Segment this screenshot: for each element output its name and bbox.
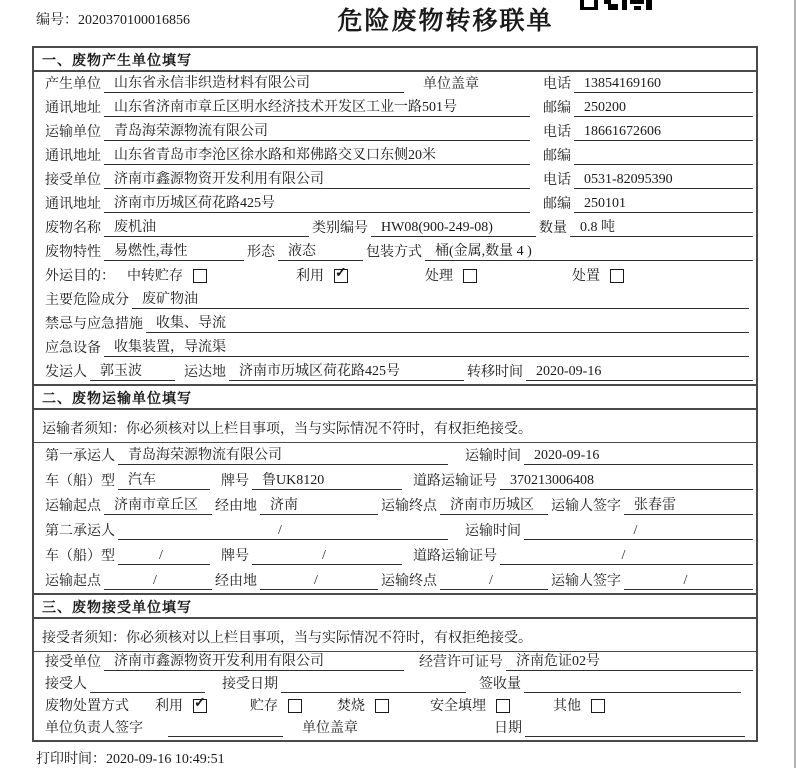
- second-via-value: /: [260, 573, 378, 590]
- zip-label: 邮编: [543, 101, 571, 116]
- first-plate-value: 鲁UK8120: [252, 469, 402, 490]
- unit-seal-label: 单位盖章: [302, 721, 358, 736]
- option-disposal-incinerate: [334, 695, 389, 715]
- endpoint-label: 运输终点: [381, 574, 437, 589]
- option-disposal-utilize: [152, 695, 207, 715]
- traits-label: 废物特性: [45, 245, 101, 260]
- quantity-label: 数量: [539, 221, 567, 236]
- second-vehicle-value: /: [118, 548, 210, 565]
- transporter-phone-group: [540, 121, 753, 141]
- section3-heading: 三、废物接受单位填写: [34, 595, 756, 619]
- row-first-vehicle: [34, 468, 756, 493]
- option-disposal-other-label: 其他: [553, 699, 581, 714]
- seal-date-value: [525, 720, 745, 737]
- transit-storage-checkbox: [193, 269, 207, 283]
- first-endpoint-value: 济南市历城区: [440, 494, 548, 515]
- equipment-value: 收集装置，导流渠: [104, 336, 749, 357]
- receiving-date-value: [281, 676, 466, 693]
- second-origin-value: /: [104, 573, 212, 590]
- category-value: HW08(900-249-08): [371, 220, 536, 237]
- option-dispose: [569, 265, 624, 285]
- second-transport-time-value: /: [524, 523, 753, 540]
- option-disposal-landfill: [427, 695, 510, 715]
- section-producer: [34, 48, 756, 384]
- hazard-label: 主要危险成分: [45, 293, 129, 308]
- transporter-value: 青岛海荣源物流有限公司: [104, 120, 530, 141]
- second-carrier-value: /: [118, 523, 448, 540]
- dispose-checkbox: [610, 269, 624, 283]
- receiver-phone-group: [540, 169, 753, 189]
- shipper-label: 发运人: [45, 365, 87, 380]
- row-shipper: [34, 360, 756, 384]
- disposal-utilize-checkbox: [193, 699, 207, 713]
- option-utilize-label: 利用: [296, 269, 324, 284]
- via-label: 经由地: [215, 574, 257, 589]
- receiver-label: 接受单位: [45, 173, 101, 188]
- zip-label: 邮编: [543, 197, 571, 212]
- category-label: 类别编号: [312, 221, 368, 236]
- via-label: 经由地: [215, 499, 257, 514]
- second-plate-value: /: [252, 548, 402, 565]
- carrier-sign-label: 运输人签字: [551, 574, 621, 589]
- first-transport-time-value: 2020-09-16: [524, 448, 753, 465]
- first-carrier-label: 第一承运人: [45, 449, 115, 464]
- transfer-time-value: 2020-09-16: [526, 364, 753, 381]
- disposal-incinerate-checkbox: [375, 699, 389, 713]
- packing-label: 包装方式: [366, 245, 422, 260]
- serial-label: 编号：: [36, 13, 78, 28]
- producer-zip-group: [540, 97, 753, 117]
- disposal-store-checkbox: [288, 699, 302, 713]
- producer-value: 山东省永信非织造材料有限公司: [104, 72, 404, 93]
- row-producer-address: [34, 96, 756, 120]
- receiving-person-value: [90, 676, 205, 693]
- section2-heading: 二、废物运输单位填写: [34, 386, 756, 410]
- print-time: 打印时间：2020-09-16 10:49:51: [36, 752, 225, 767]
- receiving-date-label: 接受日期: [222, 677, 278, 692]
- manager-sign-value: [168, 720, 283, 737]
- section1-heading: 一、废物产生单位填写: [34, 48, 756, 72]
- taboo-value: 收集、导流: [146, 312, 749, 333]
- row-producer: [34, 72, 756, 96]
- first-via-value: 济南: [260, 494, 378, 515]
- row-first-route: [34, 493, 756, 518]
- license-label: 经营许可证号: [419, 655, 503, 670]
- carrier-sign-label: 运输人签字: [551, 499, 621, 514]
- purpose-label: 外运目的：: [45, 269, 115, 284]
- receiving-person-label: 接受人: [45, 677, 87, 692]
- road-permit-label: 道路运输证号: [413, 549, 497, 564]
- phone-label: 电话: [543, 77, 571, 92]
- license-value: 济南危证02号: [506, 650, 753, 671]
- first-origin-value: 济南市章丘区: [104, 494, 212, 515]
- second-endpoint-value: /: [440, 573, 548, 590]
- phone-label: 电话: [543, 125, 571, 140]
- receiver-notice: 接受者须知：你必须核对以上栏目事项，当与实际情况不符时，有权拒绝接受。: [34, 619, 756, 652]
- row-second-vehicle: [34, 543, 756, 568]
- row-waste-name: [34, 216, 756, 240]
- row-receiving-person: [34, 674, 756, 696]
- transporter-phone-value: 18661672606: [574, 124, 753, 141]
- row-transporter-address: [34, 144, 756, 168]
- receiving-unit-label: 接受单位: [45, 655, 101, 670]
- endpoint-label: 运输终点: [381, 499, 437, 514]
- quantity-value: 0.8 吨: [570, 216, 753, 237]
- transport-time-label: 运输时间: [465, 449, 521, 464]
- zip-label: 邮编: [543, 149, 571, 164]
- packing-value: 桶(金属,数量 4 ): [425, 240, 753, 261]
- address-label: 通讯地址: [45, 101, 101, 116]
- section-receiver: [34, 593, 756, 740]
- row-disposal-method: [34, 696, 756, 718]
- receiver-address-value: 济南市历城区荷花路425号: [104, 192, 530, 213]
- qr-code-fragment: [580, 0, 652, 10]
- utilize-checkbox: [334, 269, 348, 283]
- row-receiver: [34, 168, 756, 192]
- row-second-carrier: [34, 518, 756, 543]
- transporter-notice: 运输者须知：你必须核对以上栏目事项，当与实际情况不符时，有权拒绝接受。: [34, 410, 756, 443]
- option-disposal-utilize-label: 利用: [155, 699, 183, 714]
- plate-label: 牌号: [221, 474, 249, 489]
- option-dispose-label: 处置: [572, 269, 600, 284]
- page-title: 危险废物转移联单: [337, 8, 554, 35]
- receiver-phone-value: 0531-82095390: [574, 172, 753, 189]
- first-vehicle-value: 汽车: [118, 469, 210, 490]
- phone-label: 电话: [543, 173, 571, 188]
- receiving-unit-value: 济南市鑫源物资开发利用有限公司: [104, 650, 404, 671]
- destination-value: 济南市历城区荷花路425号: [229, 360, 464, 381]
- transporter-zip-group: [540, 145, 753, 165]
- treat-checkbox: [463, 269, 477, 283]
- seal-date-label: 日期: [494, 721, 522, 736]
- first-carrier-sign-value: 张春雷: [624, 494, 753, 515]
- first-carrier-value: 青岛海荣源物流有限公司: [118, 444, 448, 465]
- row-receiving-unit: [34, 652, 756, 674]
- disposal-landfill-checkbox: [496, 699, 510, 713]
- row-manager-signature: [34, 718, 756, 740]
- transport-time-label: 运输时间: [465, 524, 521, 539]
- disposal-method-label: 废物处置方式: [45, 699, 129, 714]
- row-taboo-measures: [34, 312, 756, 336]
- form-value: 液态: [278, 240, 363, 261]
- unit-seal-label: 单位盖章: [423, 77, 479, 92]
- destination-label: 运达地: [184, 365, 226, 380]
- manifest-form: [32, 46, 758, 742]
- row-receiver-address: [34, 192, 756, 216]
- row-waste-traits: [34, 240, 756, 264]
- option-disposal-store-label: 贮存: [250, 699, 278, 714]
- row-second-route: [34, 568, 756, 593]
- taboo-label: 禁忌与应急措施: [45, 317, 143, 332]
- row-transporter: [34, 120, 756, 144]
- road-permit-label: 道路运输证号: [413, 474, 497, 489]
- address-label: 通讯地址: [45, 197, 101, 212]
- signed-amount-value: [524, 676, 741, 693]
- option-utilize: [293, 265, 348, 285]
- vehicle-type-label: 车（船）型: [45, 474, 115, 489]
- option-disposal-incinerate-label: 焚烧: [337, 699, 365, 714]
- waste-name-value: 废机油: [104, 216, 309, 237]
- receiver-zip-value: 250101: [574, 196, 753, 213]
- producer-address-value: 山东省济南市章丘区明水经济技术开发区工业一路501号: [104, 96, 530, 117]
- form-label: 形态: [247, 245, 275, 260]
- producer-zip-value: 250200: [574, 100, 753, 117]
- row-transfer-purpose: [34, 264, 756, 288]
- producer-label: 产生单位: [45, 77, 101, 92]
- transfer-time-label: 转移时间: [467, 365, 523, 380]
- first-permit-value: 370213006408: [500, 473, 753, 490]
- row-hazard-components: [34, 288, 756, 312]
- disposal-other-checkbox: [591, 699, 605, 713]
- section-transporter: [34, 384, 756, 593]
- second-carrier-label: 第二承运人: [45, 524, 115, 539]
- option-treat: [422, 265, 477, 285]
- row-emergency-equipment: [34, 336, 756, 360]
- row-first-carrier: [34, 443, 756, 468]
- receiver-zip-group: [540, 193, 753, 213]
- origin-label: 运输起点: [45, 574, 101, 589]
- manager-sign-label: 单位负责人签字: [45, 721, 143, 736]
- option-disposal-landfill-label: 安全填埋: [430, 699, 486, 714]
- option-disposal-other: [550, 695, 605, 715]
- option-disposal-store: [247, 695, 302, 715]
- serial-value: 2020370100016856: [78, 13, 190, 28]
- hazard-value: 废矿物油: [132, 288, 749, 309]
- option-transit-storage-label: 中转贮存: [127, 269, 183, 284]
- origin-label: 运输起点: [45, 499, 101, 514]
- receiver-value: 济南市鑫源物资开发利用有限公司: [104, 168, 530, 189]
- traits-value: 易燃性,毒性: [104, 240, 244, 261]
- address-label: 通讯地址: [45, 149, 101, 164]
- second-permit-value: /: [500, 548, 753, 565]
- shipper-value: 郭玉波: [90, 360, 175, 381]
- second-carrier-sign-value: /: [624, 573, 753, 590]
- transporter-zip-value: [574, 148, 753, 165]
- vehicle-type-label: 车（船）型: [45, 549, 115, 564]
- transporter-address-value: 山东省青岛市李沧区徐水路和郑佛路交叉口东侧20米: [104, 144, 530, 165]
- transporter-label: 运输单位: [45, 125, 101, 140]
- producer-phone-group: [540, 73, 753, 93]
- plate-label: 牌号: [221, 549, 249, 564]
- producer-phone-value: 13854169160: [574, 76, 753, 93]
- equipment-label: 应急设备: [45, 341, 101, 356]
- waste-name-label: 废物名称: [45, 221, 101, 236]
- option-transit-storage: [124, 265, 207, 285]
- option-treat-label: 处理: [425, 269, 453, 284]
- signed-amount-label: 签收量: [479, 677, 521, 692]
